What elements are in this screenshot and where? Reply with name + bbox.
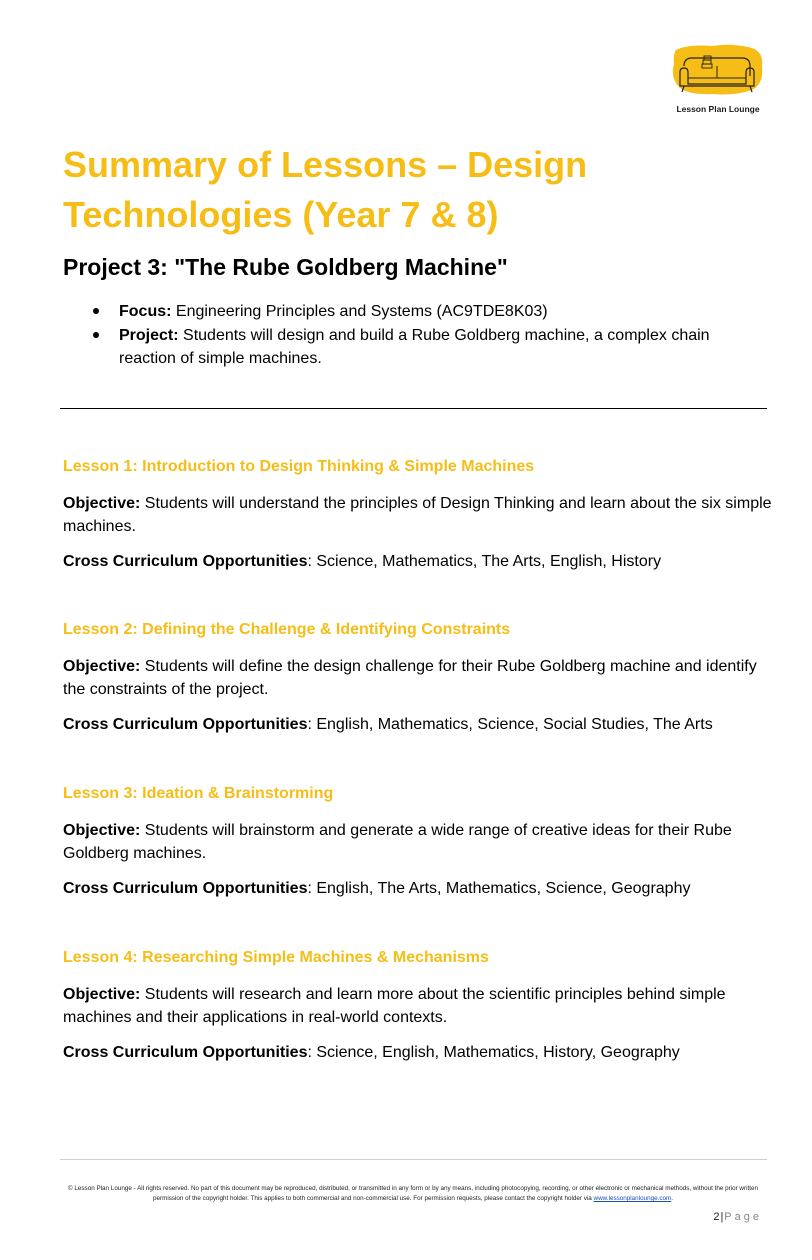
project-title: Project 3: "The Rube Goldberg Machine"	[63, 254, 508, 280]
bullet-text: Engineering Principles and Systems (AC9TDE8K03)	[171, 303, 548, 320]
bullet-label: Project:	[119, 327, 179, 344]
copyright-end: .	[671, 1195, 673, 1202]
lesson-objective	[63, 655, 773, 701]
lesson-title: Lesson 1: Introduction to Design Thinking & Simple Machines	[63, 458, 535, 475]
lesson-objective	[63, 983, 773, 1029]
logo-text: Lesson Plan Lounge	[676, 104, 760, 114]
footer-copyright	[66, 1184, 760, 1204]
bullet-focus	[63, 300, 763, 323]
footer-divider	[60, 1159, 767, 1160]
lesson-cross-curriculum	[63, 1041, 773, 1064]
lesson-cross-curriculum	[63, 713, 773, 736]
objective-text: Students will define the design challenge for their Rube Goldberg machine and identify the constraints of the project.	[63, 658, 757, 698]
lesson-title: Lesson 3: Ideation & Brainstorming	[63, 785, 334, 802]
lesson-4	[63, 948, 773, 1064]
objective-label: Objective:	[63, 495, 141, 512]
section-divider	[60, 408, 767, 409]
bullet-dot-icon	[93, 308, 99, 314]
objective-label: Objective:	[63, 658, 141, 675]
bullet-text: Students will design and build a Rube Goldberg machine, a complex chain reaction of simple machines.	[119, 327, 710, 367]
objective-text: Students will understand the principles of Design Thinking and learn about the six simple machines.	[63, 495, 772, 535]
page-label: Page	[724, 1211, 762, 1223]
lesson-3	[63, 784, 773, 900]
bullet-dot-icon	[93, 332, 99, 338]
cc-label: Cross Curriculum Opportunities	[63, 716, 308, 733]
cc-text: : English, The Arts, Mathematics, Science, Geography	[307, 880, 691, 897]
project-bullets	[63, 300, 763, 371]
cc-text: : Science, English, Mathematics, History, Geography	[307, 1044, 680, 1061]
lesson-title: Lesson 4: Researching Simple Machines & Mechanisms	[63, 949, 489, 966]
bullet-label: Focus:	[119, 303, 172, 320]
lesson-cross-curriculum	[63, 550, 773, 573]
page-number-value: 2	[713, 1211, 721, 1223]
website-link[interactable]: www.lessonplanlounge.com	[593, 1195, 672, 1202]
objective-label: Objective:	[63, 986, 141, 1003]
lesson-2	[63, 620, 773, 736]
cc-text: : English, Mathematics, Science, Social Studies, The Arts	[307, 716, 713, 733]
page-number	[713, 1211, 762, 1223]
bullet-project	[63, 324, 763, 370]
lesson-1	[63, 457, 773, 573]
cc-label: Cross Curriculum Opportunities	[63, 1044, 308, 1061]
lesson-objective	[63, 819, 773, 865]
cc-label: Cross Curriculum Opportunities	[63, 880, 308, 897]
cc-label: Cross Curriculum Opportunities	[63, 553, 308, 570]
objective-text: Students will brainstorm and generate a wide range of creative ideas for their Rube Goldberg machines.	[63, 822, 732, 862]
objective-text: Students will research and learn more about the scientific principles behind simple machines and their applications in real-world contexts.	[63, 986, 726, 1026]
lesson-cross-curriculum	[63, 877, 773, 900]
lesson-objective	[63, 492, 773, 538]
copyright-text: © Lesson Plan Lounge - All rights reserved. No part of this document may be reproduced, distributed, or transmitted in any form or by any means, including photocopying, recording, or other electronic or mechanical methods, without the prior written permission of the copyright holder. This applies to both commercial and non-commercial use. For permission requests, please contact the copyright holder via	[68, 1185, 758, 1202]
objective-label: Objective:	[63, 822, 141, 839]
page-separator: |	[720, 1211, 725, 1223]
sofa-logo-icon	[672, 44, 764, 106]
logo	[672, 44, 764, 118]
cc-text: : Science, Mathematics, The Arts, English, History	[307, 553, 662, 570]
page-title: Summary of Lessons – Design Technologies (Year 7 & 8)	[63, 144, 588, 235]
lesson-title: Lesson 2: Defining the Challenge & Identifying Constraints	[63, 621, 511, 638]
